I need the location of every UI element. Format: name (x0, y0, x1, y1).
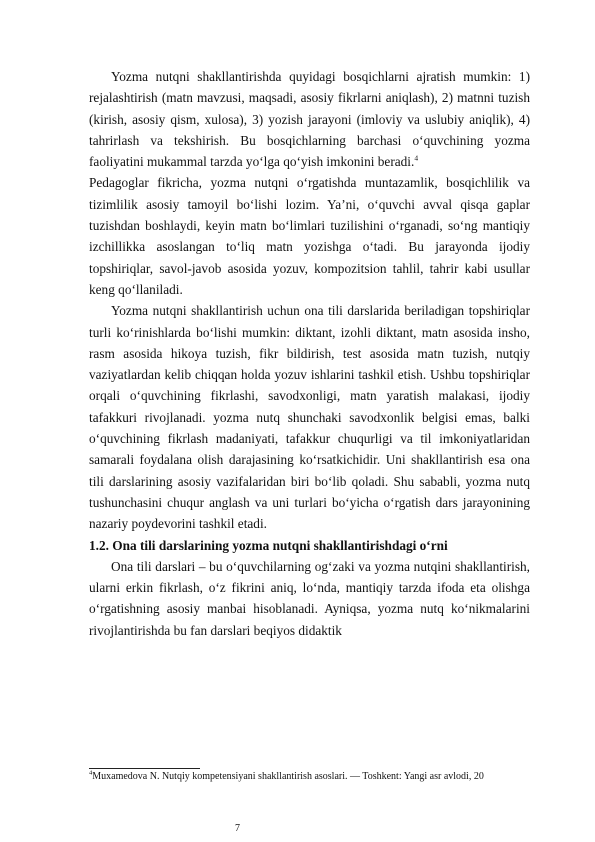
paragraph-text: Yozma nutqni shakllantirishda quyidagi bosqichlarni ajratish mumkin: 1) rejalashtirish (matn mavzusi, maqsadi, asosiy fikrlarni aniqlash), 2) matnni tuzish (kirish, asosiy qism, xulosa), 3) yozish jarayoni (imloviy va uslubiy aniqlik), 4) tahrirlash va tekshirish. Bu bosqichlarning barchasi o‘quvchining yozma faoliyatini mukammal tarzda yo‘lga qo‘yish imkonini beradi. (89, 69, 530, 170)
footnote-divider (89, 768, 200, 769)
paragraph-tasks: Yozma nutqni shakllantirish uchun ona tili darslarida beriladigan topshiriqlar turli ko‘rinishlarda bo‘lishi mumkin: diktant, izohli diktant, matn asosida insho, rasm asosida hikoya tuzish, fikr bildirish, test asosida matn tuzish, nutqiy vaziyatlardan kelib chiqqan holda yozuv ishlarini tashkil etish. Ushbu topshiriqlar orqali o‘quvchining fikrlashi, savodxonligi, matn yaratish malakasi, ijodiy tafakkuri rivojlanadi. yozma nutq shunchaki savodxonlik belgisi emas, balki o‘quvchining fikrlash madaniyati, tafakkur chuqurligi va til imkoniyatlaridan samarali foydalana olish darajasining ko‘rsatkichidir. Uni shakllantirish esa ona tili darslarining asosiy vazifalaridan biri bo‘lib qoladi. Shu sababli, yozma nutq tushunchasini chuqur anglash va uni turlari bo‘yicha o‘rgatish dars jarayonining nazariy poydevorini tashkil etadi. (89, 303, 530, 532)
page-number: 7 (235, 823, 240, 834)
section-heading: 1.2. Ona tili darslarining yozma nutqni shakllantirishdagi o‘rni (89, 537, 448, 553)
footnote (89, 770, 530, 783)
footnote-text: Muxamedova N. Nutqiy kompetensiyani shakllantirish asoslari. — Toshkent: Yangi asr avlodi, 20 (92, 771, 484, 782)
footnote-reference[interactable]: 4 (414, 153, 419, 163)
footnote-marker: 4 (89, 769, 93, 777)
paragraph-lessons: Ona tili darslari – bu o‘quvchilarning og‘zaki va yozma nutqini shakllantirish, ularni erkin fikrlash, o‘z fikrini aniq, lo‘nda, mantiqiy tarzda ifoda eta olishga o‘rgatishning asosiy manbai hisoblanadi. Ayniqsa, yozma nutq ko‘nikmalarini rivojlantirishda bu fan darslari beqiyos didaktik (89, 558, 530, 638)
paragraph-pedagogy: Pedagoglar fikricha, yozma nutqni o‘rgatishda muntazamlik, bosqichlilik va tizimlilik asosiy tamoyil bo‘lishi lozim. Ya’ni, o‘quvchi avval qisqa gaplar tuzishdan boshlaydi, keyin matn bo‘limlari tuzilishini o‘rganadi, so‘ng mantiqiy izchillikka asoslangan to‘liq matn yozishga o‘tadi. Bu jarayonda ijodiy topshiriqlar, savol-javob asosida yozuv, kompozitsion tahlil, tahrir kabi usullar keng qo‘llaniladi. (89, 175, 530, 297)
document-body (89, 66, 530, 641)
paragraph-writing-stages (89, 66, 530, 172)
